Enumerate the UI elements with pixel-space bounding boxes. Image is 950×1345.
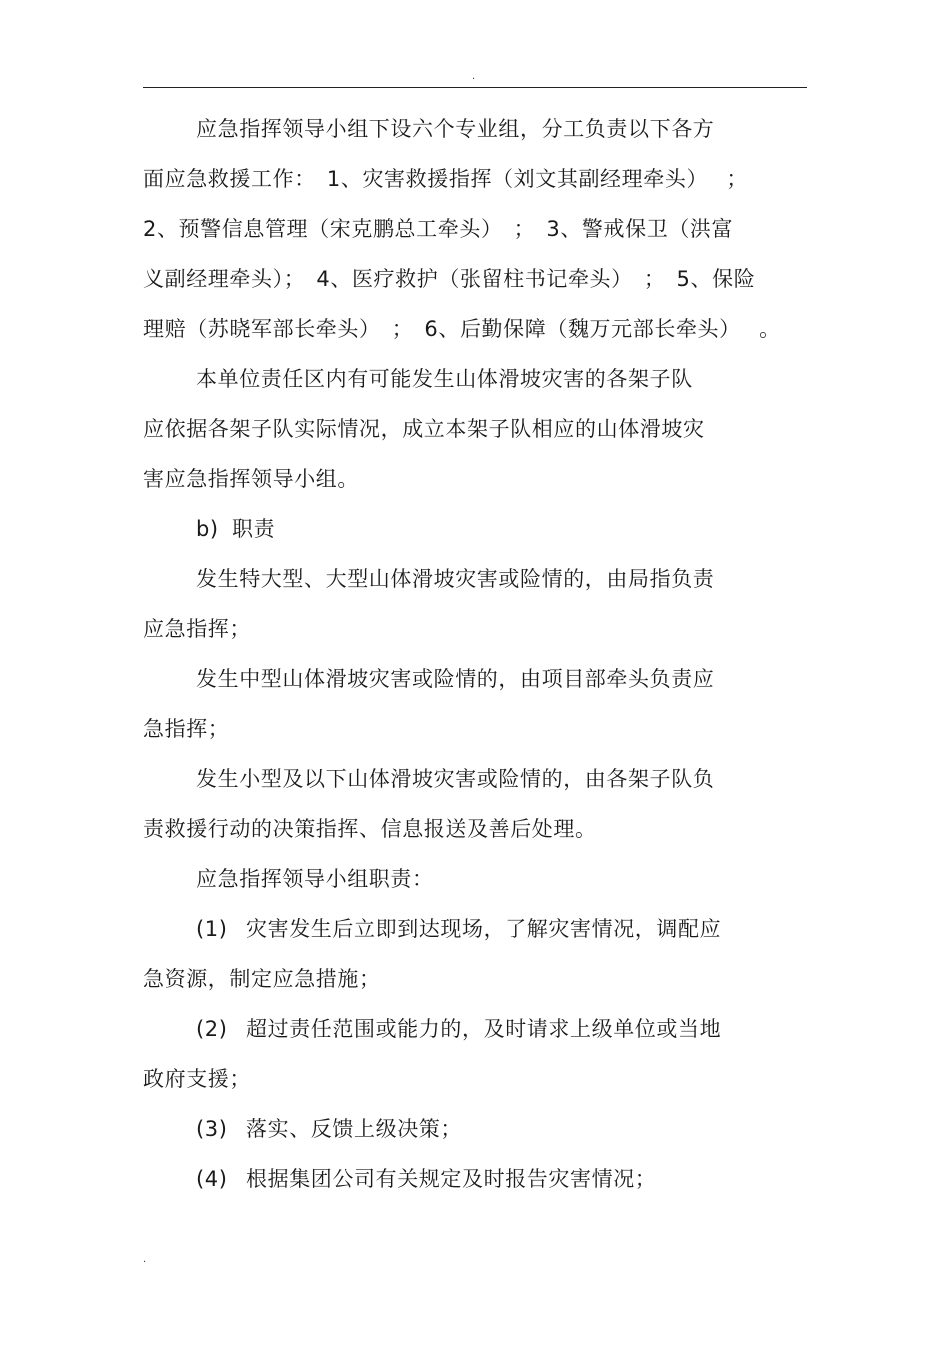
paragraph-line: 发生特大型、大型山体滑坡灾害或险情的，由局指负责 <box>196 567 715 591</box>
paragraph-line: 害应急指挥领导小组。 <box>143 467 359 491</box>
list-text: 根据集团公司有关规定及时报告灾害情况； <box>246 1167 657 1191</box>
paragraph-line: 应急指挥领导小组下设六个专业组，分工负责以下各方 <box>196 117 715 141</box>
paragraph-line: 责救援行动的决策指挥、信息报送及善后处理。 <box>143 817 597 841</box>
paragraph-line: 义副经理牵头）； 4、医疗救护（张留柱书记牵头） ； 5、保险 <box>143 267 756 291</box>
section-label: b) <box>196 517 219 541</box>
list-text: 灾害发生后立即到达现场，了解灾害情况，调配应 <box>246 917 722 941</box>
paragraph-line: 面应急救援工作： 1、灾害救援指挥（刘文其副经理牵头） ； <box>143 167 749 191</box>
list-number: (4) <box>196 1167 228 1191</box>
paragraph-line: 应急指挥； <box>143 617 251 641</box>
list-item <box>196 914 721 944</box>
header-mark: . <box>472 71 476 82</box>
section-heading <box>196 514 275 544</box>
list-number: (2) <box>196 1017 228 1041</box>
list-text: 落实、反馈上级决策； <box>246 1117 462 1141</box>
list-item <box>196 1114 462 1144</box>
paragraph-line: 急指挥； <box>143 717 230 741</box>
list-item-continuation: 政府支援； <box>143 1067 251 1091</box>
header-rule <box>143 87 807 88</box>
footer-mark: . <box>143 1254 147 1265</box>
paragraph-line: 本单位责任区内有可能发生山体滑坡灾害的各架子队 <box>196 367 693 391</box>
paragraph-line: 应依据各架子队实际情况，成立本架子队相应的山体滑坡灾 <box>143 417 705 441</box>
list-number: (1) <box>196 917 228 941</box>
list-text: 超过责任范围或能力的，及时请求上级单位或当地 <box>246 1017 722 1041</box>
list-number: (3) <box>196 1117 228 1141</box>
list-item <box>196 1014 721 1044</box>
list-item <box>196 1164 656 1194</box>
paragraph-line: 发生小型及以下山体滑坡灾害或险情的，由各架子队负 <box>196 767 715 791</box>
paragraph-line: 应急指挥领导小组职责： <box>196 867 434 891</box>
paragraph-line: 2、预警信息管理（宋克鹏总工牵头） ； 3、警戒保卫（洪富 <box>143 217 734 241</box>
list-item-continuation: 急资源，制定应急措施； <box>143 967 381 991</box>
paragraph-line: 发生中型山体滑坡灾害或险情的，由项目部牵头负责应 <box>196 667 715 691</box>
section-title: 职责 <box>232 517 276 541</box>
paragraph-line: 理赔（苏晓军部长牵头） ； 6、后勤保障（魏万元部长牵头） 。 <box>143 317 781 341</box>
